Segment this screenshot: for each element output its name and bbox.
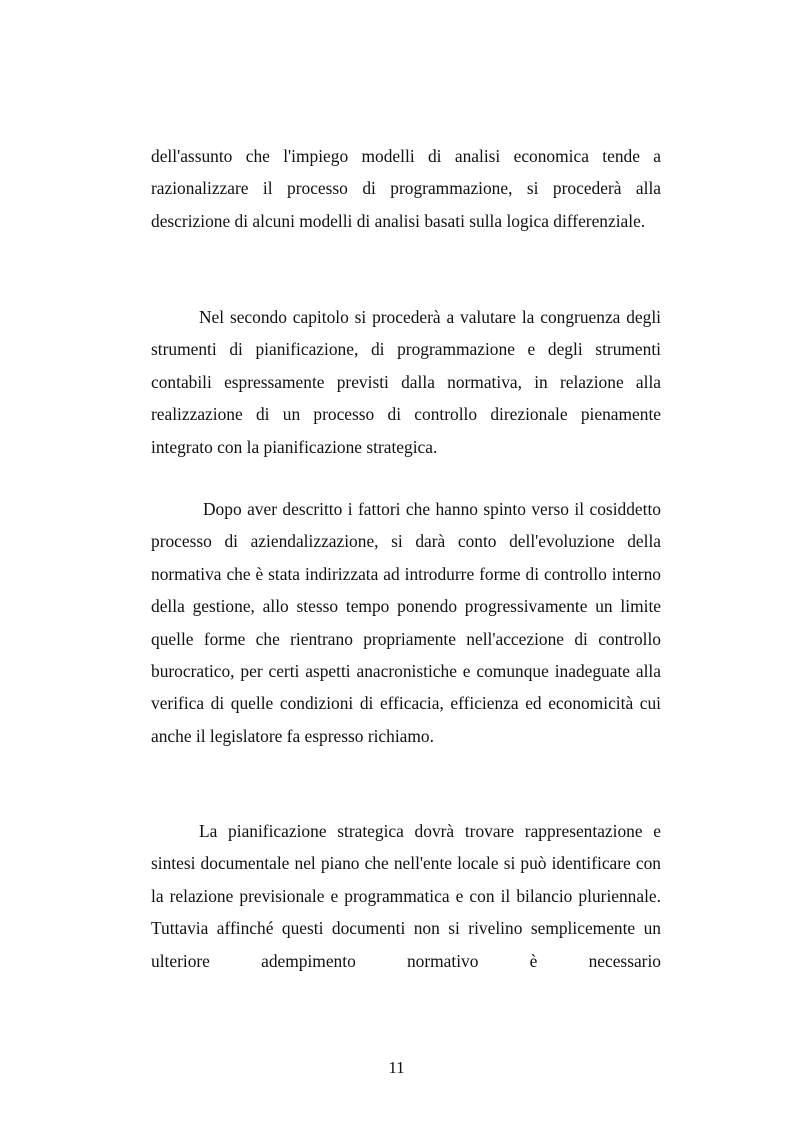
paragraph-continuation: dell'assunto che l'impiego modelli di analisi economica tende a razionalizzare il processo di programmazione, si procederà alla descrizione di alcuni modelli di analisi basati sulla logica differenziale. — [151, 146, 661, 231]
paragraph-aziendalizzazione: Dopo aver descritto i fattori che hanno spinto verso il cosiddetto processo di aziendalizzazione, si darà conto dell'evoluzione della normativa che è stata indirizzata ad introdurre forme di controllo interno della gestione, allo stesso tempo ponendo progressivamente un limite quelle forme che rientrano propriamente nell'accezione di controllo burocratico, per certi aspetti anacronistiche e comunque inadeguate alla verifica di quelle condizioni di efficacia, efficienza ed economicità cui anche il legislatore fa espresso richiamo. — [151, 499, 661, 746]
page-number: 11 — [388, 1058, 405, 1077]
paragraph-pianificazione-strategica: La pianificazione strategica dovrà trovare rappresentazione e sintesi documentale nel piano che nell'ente locale si può identificare con la relazione previsionale e programmatica e con il bilancio pluriennale. Tuttavia affinché questi documenti non si rivelino semplicemente un ulteriore adempimento normativo è necessario — [151, 821, 661, 971]
paragraph-second-chapter: Nel secondo capitolo si procederà a valutare la congruenza degli strumenti di pianificazione, di programmazione e degli strumenti contabili espressamente previsti dalla normativa, in relazione alla realizzazione di un processo di controllo direzionale pienamente integrato con la pianificazione strategica. — [151, 307, 661, 457]
